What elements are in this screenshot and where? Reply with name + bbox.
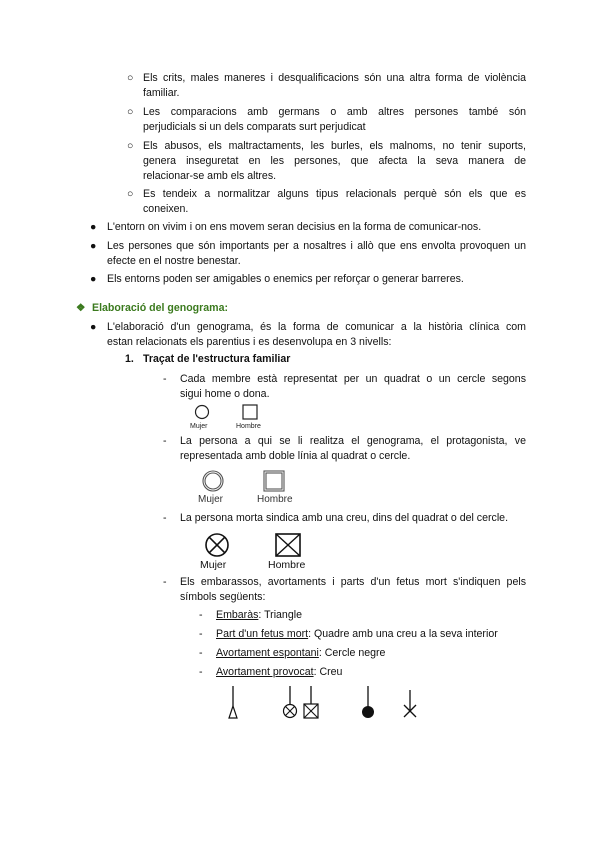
sub-item-line: Els abusos, els maltractaments, les burles, els malnoms, no tenir suports, <box>143 140 526 152</box>
diamond-bullet-icon: ❖ <box>76 302 86 314</box>
dash-item-line: representada amb doble línia al quadrat o cercle. <box>180 450 411 462</box>
sub-item-line: Es tendeix a normalitzar alguns tipus relacionals perquè són els que es <box>143 188 526 200</box>
pregnancy-item: Avortament espontani: Cercle negre <box>216 647 386 659</box>
dash-item-line: símbols següents: <box>180 591 266 603</box>
pregnancy-symbols-figure <box>220 684 430 724</box>
spontaneous-abortion-symbol <box>362 706 374 718</box>
female-label: Mujer <box>198 494 224 505</box>
bullet-icon: ● <box>90 321 97 333</box>
dash-bullet-icon: - <box>163 435 167 447</box>
dash-bullet-icon: - <box>199 647 203 659</box>
protagonist-female-inner <box>205 473 221 489</box>
section-title: Elaboració del genograma: <box>92 302 228 314</box>
male-square-symbol <box>243 405 257 419</box>
male-label: Hombre <box>268 559 306 571</box>
male-label: Hombre <box>236 423 261 430</box>
sub-item-line: perjudicials si un dels comparats surt perjudicat <box>143 121 366 133</box>
dash-bullet-icon: - <box>199 609 203 621</box>
deceased-symbols-figure <box>198 531 328 573</box>
sub-item-line: coneixen. <box>143 203 189 215</box>
dash-item-line: La persona a qui se li realitza el genograma, el protagonista, ve <box>180 435 526 447</box>
dash-bullet-icon: - <box>163 576 167 588</box>
circle-bullet-icon: ○ <box>127 188 134 200</box>
dash-item-line: Cada membre està representat per un quadrat o un cercle segons <box>180 373 526 385</box>
dash-item-line: Els embarassos, avortaments i parts d'un fetus mort s'indiquen pels <box>180 576 526 588</box>
protagonist-male-outer <box>264 471 284 491</box>
step-number: 1. <box>125 353 134 365</box>
female-label: Mujer <box>200 559 227 571</box>
male-label: Hombre <box>257 494 293 505</box>
circle-bullet-icon: ○ <box>127 106 134 118</box>
dash-item-line: sigui home o dona. <box>180 388 270 400</box>
sub-item-line: genera inseguretat en les persones, que afecta la seva manera de <box>143 155 526 167</box>
bullet-icon: ● <box>90 273 97 285</box>
sub-item-line: Els crits, males maneres i desqualificacions són una altra forma de violència <box>143 72 526 84</box>
dash-bullet-icon: - <box>163 373 167 385</box>
female-circle-symbol <box>196 406 209 419</box>
sub-item-line: relacionar-se amb els altres. <box>143 170 277 182</box>
bullet-icon: ● <box>90 221 97 233</box>
circle-bullet-icon: ○ <box>127 72 134 84</box>
sub-item-line: Les comparacions amb germans o amb altres persones també són <box>143 106 526 118</box>
protagonist-male-inner <box>266 473 282 489</box>
bullet-icon: ● <box>90 240 97 252</box>
bullet-line: efecte en el nostre benestar. <box>107 255 241 267</box>
protagonist-female-outer <box>203 471 223 491</box>
intro-line: estan relacionats els parentius i es desenvolupa en 3 nivells: <box>107 336 392 348</box>
circle-bullet-icon: ○ <box>127 140 134 152</box>
bullet-line: L'entorn on vivim i on ens movem seran decisius en la forma de comunicar-nos. <box>107 221 482 233</box>
dash-item-line: La persona morta sindica amb una creu, dins del quadrat o del cercle. <box>180 512 509 524</box>
member-symbols-figure <box>186 402 276 432</box>
step-title: Traçat de l'estructura familiar <box>143 353 291 365</box>
protagonist-symbols-figure <box>194 467 304 507</box>
dash-bullet-icon: - <box>199 666 203 678</box>
pregnancy-item: Avortament provocat: Creu <box>216 666 343 678</box>
sub-item-line: familiar. <box>143 87 180 99</box>
bullet-line: Les persones que són importants per a nosaltres i allò que ens envolta provoquen un <box>107 240 526 252</box>
pregnancy-triangle-symbol <box>229 706 237 718</box>
bullet-line: Els entorns poden ser amigables o enemics per reforçar o generar barreres. <box>107 273 464 285</box>
dash-bullet-icon: - <box>199 628 203 640</box>
dash-bullet-icon: - <box>163 512 167 524</box>
pregnancy-item: Part d'un fetus mort: Quadre amb una creu a la seva interior <box>216 628 498 640</box>
pregnancy-item: Embaràs: Triangle <box>216 609 302 621</box>
female-label: Mujer <box>190 423 208 430</box>
intro-line: L'elaboració d'un genograma, és la forma de comunicar a la història clínica com <box>107 321 526 333</box>
